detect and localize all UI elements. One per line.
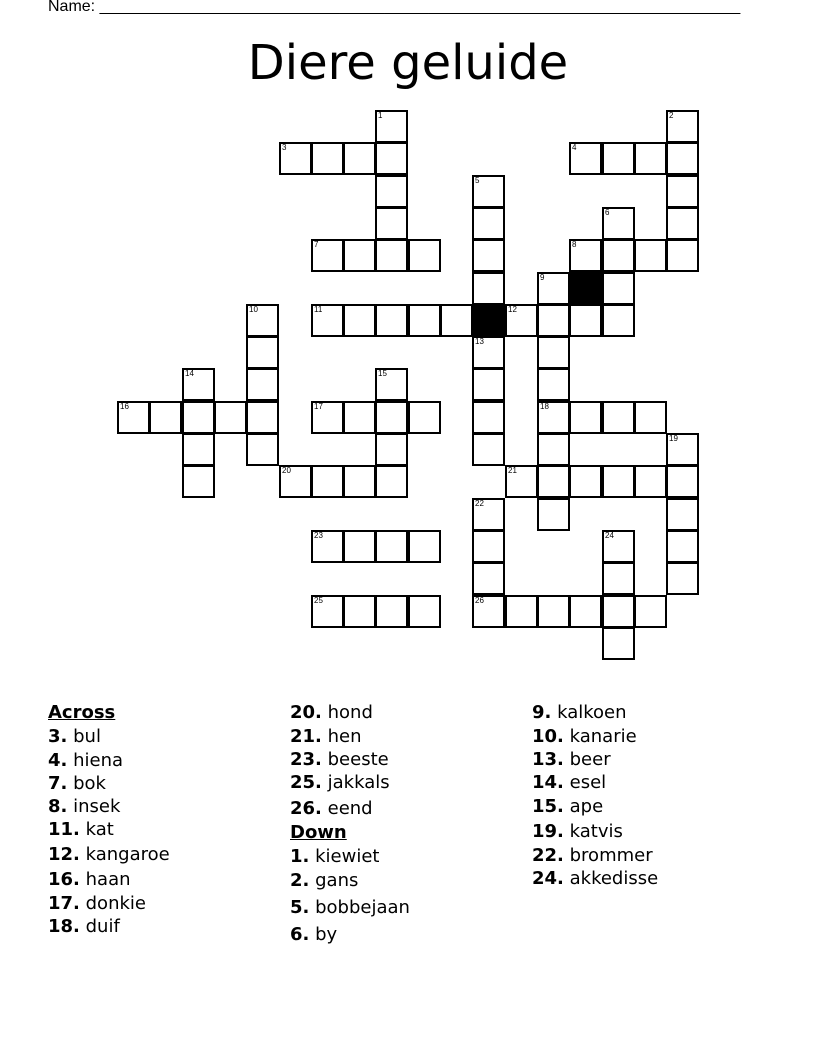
clue-down-24: 24. akkedisse bbox=[532, 868, 659, 889]
clue-number: 15 bbox=[378, 369, 387, 378]
clue-across-17: 17. donkie bbox=[48, 893, 146, 914]
clue-across-4: 4. hiena bbox=[48, 750, 124, 771]
clue-across-7: 7. bok bbox=[48, 773, 106, 794]
clue-across-26: 26. eend bbox=[290, 798, 373, 819]
clue-across-20: 20. hond bbox=[290, 702, 373, 723]
clue-number: 13 bbox=[475, 337, 484, 346]
across-heading: Across bbox=[48, 702, 116, 723]
clue-number: 7 bbox=[314, 240, 319, 249]
clue-number: 1 bbox=[378, 111, 383, 120]
clue-across-11: 11. kat bbox=[48, 819, 114, 840]
clue-down-13: 13. beer bbox=[532, 749, 611, 770]
clue-number: 24 bbox=[605, 531, 614, 540]
clue-number: 22 bbox=[475, 499, 484, 508]
clue-number: 2 bbox=[669, 111, 674, 120]
clue-number: 20 bbox=[282, 466, 291, 475]
clue-number: 9 bbox=[540, 273, 545, 282]
clue-number: 18 bbox=[540, 402, 549, 411]
clue-number: 3 bbox=[282, 143, 287, 152]
clue-down-5: 5. bobbejaan bbox=[290, 897, 410, 918]
clue-number: 14 bbox=[185, 369, 194, 378]
clue-number: 26 bbox=[475, 596, 484, 605]
clue-number: 4 bbox=[572, 143, 577, 152]
clue-down-1: 1. kiewiet bbox=[290, 846, 380, 867]
clue-number: 10 bbox=[249, 305, 258, 314]
clue-number: 25 bbox=[314, 596, 323, 605]
clue-across-16: 16. haan bbox=[48, 869, 131, 890]
clue-number: 8 bbox=[572, 240, 577, 249]
page-title: Diere geluide bbox=[247, 35, 569, 91]
clue-down-19: 19. katvis bbox=[532, 821, 623, 842]
clue-down-6: 6. by bbox=[290, 924, 338, 945]
name-field[interactable]: Name: ________________________________________________________________________ bbox=[48, 0, 741, 15]
clue-number: 16 bbox=[120, 402, 129, 411]
clue-across-8: 8. insek bbox=[48, 796, 121, 817]
clue-across-23: 23. beeste bbox=[290, 749, 389, 770]
clue-number: 12 bbox=[508, 305, 517, 314]
clue-number: 5 bbox=[475, 176, 480, 185]
down-heading: Down bbox=[290, 822, 347, 843]
clue-down-10: 10. kanarie bbox=[532, 726, 637, 747]
clue-number: 19 bbox=[669, 434, 678, 443]
clue-number: 21 bbox=[508, 466, 517, 475]
clue-across-12: 12. kangaroe bbox=[48, 844, 170, 865]
clue-down-22: 22. brommer bbox=[532, 845, 653, 866]
clue-number: 17 bbox=[314, 402, 323, 411]
clue-down-9: 9. kalkoen bbox=[532, 702, 627, 723]
clue-across-3: 3. bul bbox=[48, 726, 101, 747]
clue-number: 11 bbox=[314, 305, 323, 314]
clue-down-14: 14. esel bbox=[532, 772, 607, 793]
clue-across-21: 21. hen bbox=[290, 726, 362, 747]
clue-down-2: 2. gans bbox=[290, 870, 359, 891]
clue-across-18: 18. duif bbox=[48, 916, 120, 937]
clue-across-25: 25. jakkals bbox=[290, 772, 390, 793]
clue-number: 6 bbox=[605, 208, 610, 217]
clue-number: 23 bbox=[314, 531, 323, 540]
clue-down-15: 15. ape bbox=[532, 796, 604, 817]
